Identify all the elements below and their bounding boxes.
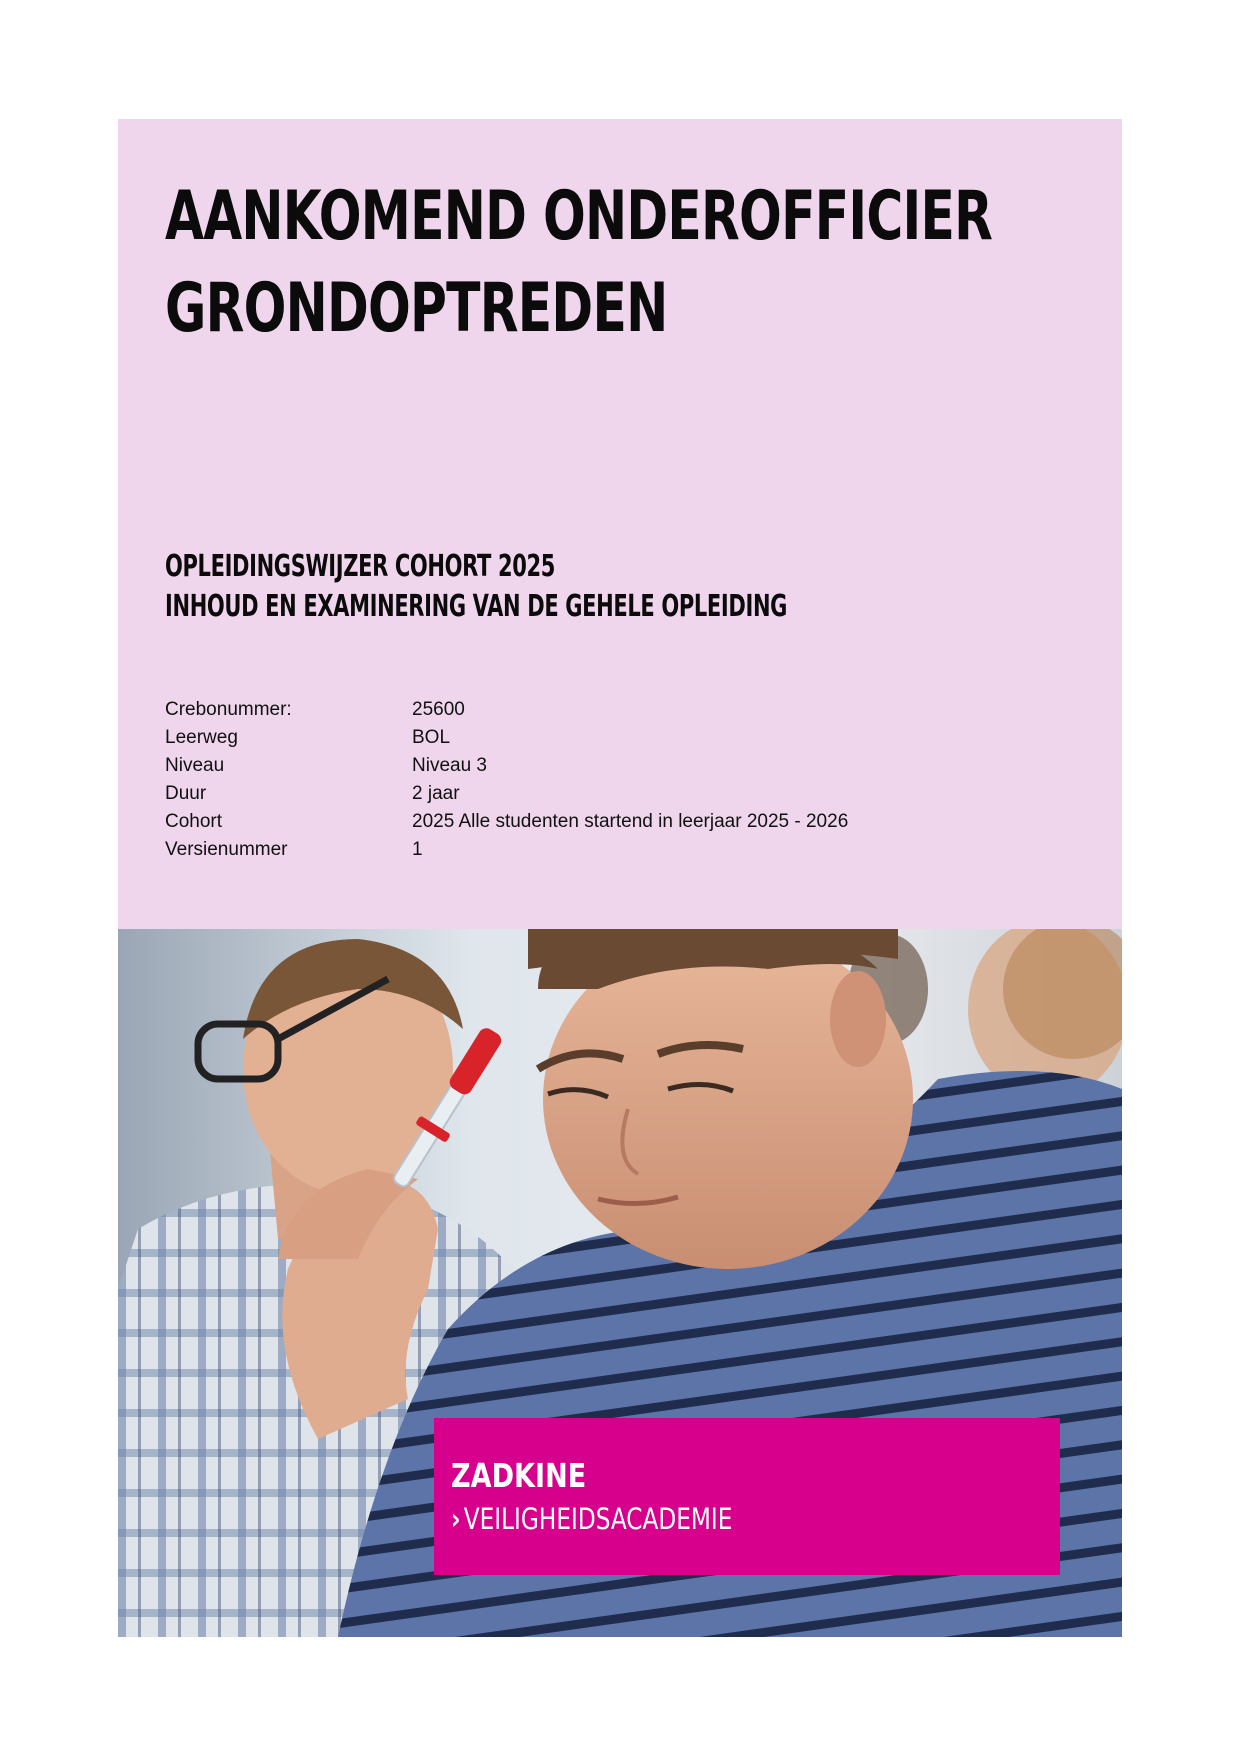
document-subtitle bbox=[165, 547, 787, 627]
brand-subtitle: VEILIGHEIDSACADEMIE bbox=[463, 1502, 733, 1536]
info-value: BOL bbox=[412, 727, 451, 748]
document-title-line-2: GRONDOPTREDEN bbox=[165, 269, 668, 348]
info-row-duur bbox=[165, 783, 848, 811]
document-title bbox=[165, 171, 992, 355]
info-table bbox=[165, 699, 848, 867]
info-label: Duur bbox=[165, 783, 207, 804]
info-row-niveau bbox=[165, 755, 848, 783]
info-label: Crebonummer: bbox=[165, 699, 292, 720]
info-value: 2025 Alle studenten startend in leerjaar 2025 - 2026 bbox=[412, 811, 849, 832]
chevron-right-icon: › bbox=[451, 1502, 461, 1536]
brand-logo-box bbox=[434, 1418, 1060, 1575]
info-label: Cohort bbox=[165, 811, 223, 832]
document-title-line-1: AANKOMEND ONDEROFFICIER bbox=[165, 177, 993, 256]
document-subtitle-line-1: OPLEIDINGSWIJZER COHORT 2025 bbox=[165, 549, 556, 584]
info-label: Leerweg bbox=[165, 727, 238, 748]
info-value: Niveau 3 bbox=[412, 755, 487, 776]
document-subtitle-line-2: INHOUD EN EXAMINERING VAN DE GEHELE OPLEIDING bbox=[165, 589, 788, 624]
cover-panel bbox=[118, 119, 1122, 929]
brand-name: ZADKINE bbox=[451, 1456, 587, 1495]
brand-subtitle-line bbox=[451, 1502, 732, 1536]
info-value: 1 bbox=[412, 839, 423, 860]
info-label: Versienummer bbox=[165, 839, 288, 860]
info-label: Niveau bbox=[165, 755, 225, 776]
info-row-leerweg bbox=[165, 727, 848, 755]
info-value: 25600 bbox=[412, 699, 465, 720]
info-row-versienummer bbox=[165, 839, 848, 867]
info-value: 2 jaar bbox=[412, 783, 460, 804]
info-row-cohort bbox=[165, 811, 848, 839]
info-row-crebonummer bbox=[165, 699, 848, 727]
